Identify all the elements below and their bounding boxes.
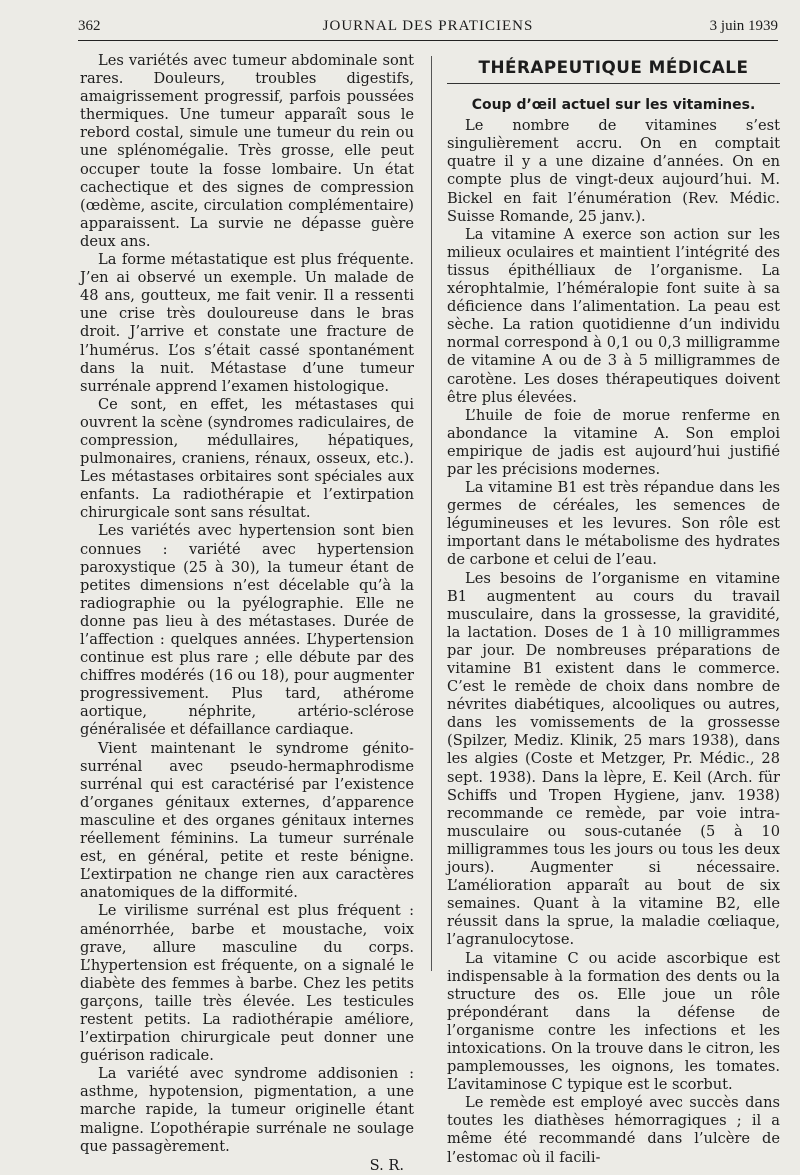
author-signature: S. R.	[369, 1156, 404, 1174]
paragraph: Ce sont, en effet, les métastases qui ouvrent la scène (syndromes radiculaires, de compression, médullaires, hépatiques, pulmonaires, craniens, rénaux, osseux, etc.). Les métastases orbitaires sont spéciales aux enfants. La radiothérapie et l’extirpation chirurgicale sont sans résultat.	[80, 395, 414, 522]
paragraph: La vitamine A exerce son action sur les milieux oculaires et maintient l’intégrité des tissus épithélliaux de l’organisme. La xérophtalmie, l’héméralopie font suite à sa déficience dans l’alimentation. La peau est sèche. La ration quotidienne d’un individu normal correspond à 0,1 ou 0,3 milligramme de vitamine A ou de 3 à 5 milligrammes de carotène. Les doses thérapeutiques doivent être plus élevées.	[447, 225, 780, 406]
paragraph: Le remède est employé avec succès dans toutes les diathèses hémorragiques ; il a même été recommandé dans l’ulcère de l’estomac où il facili-	[447, 1094, 780, 1166]
left-column	[80, 52, 414, 1175]
paragraph: Le virilisme surrénal est plus fréquent : aménorrhée, barbe et moustache, voix grave, allure masculine du corps. L’hypertension est fréquente, on a signalé le diabète des femmes à barbe. Chez les petits garçons, taille très élevée. Les testicules restent petits. La radiothérapie améliore, l’extirpation chirurgicale peut donner une guérison radicale.	[80, 902, 414, 1065]
paragraph: La variété avec syndrome addisonien : asthme, hypotension, pigmentation, a une marche rapide, la tumeur originelle étant maligne. L’opothérapie surrénale ne soulage que passagèrement.	[80, 1065, 414, 1155]
paragraph: L’huile de foie de morue renferme en abondance la vitamine A. Son emploi empirique de jadis est aujourd’hui justifié par les précisions modernes.	[447, 406, 780, 478]
paragraph: Les besoins de l’organisme en vitamine B1 augmentent au cours du travail musculaire, dans la grossesse, la gravidité, la lactation. Doses de 1 à 10 milligrammes par jour. De nombreuses préparations de vitamine B1 existent dans le commerce. C’est le remède de choix dans nombre de névrites diabétiques, alcooliques ou autres, dans les vomissements de la grossesse (Spilzer, Mediz. Klinik, 25 mars 1938), dans les algies (Coste et Metzger, Pr. Médic., 28 sept. 1938). Dans la lèpre, E. Keil (Arch. für Schiffs und Tropen Hygiene, janv. 1938) recommande ce remède, par voie intra-musculaire ou sous-cutanée (5 à 10 milligrammes tous les jours ou tous les deux jours). Augmenter si nécessaire. L’amélioration apparaît au bout de six semaines. Quant à la vitamine B2, elle réussit dans la sprue, la maladie cœliaque, l’agranulocytose.	[447, 569, 780, 949]
running-header	[78, 14, 778, 41]
journal-title: JOURNAL DES PRATICIENS	[322, 18, 534, 34]
column-divider	[431, 56, 432, 971]
paragraph: Les variétés avec hypertension sont bien connues : variété avec hypertension paroxystique (25 à 30), la tumeur étant de petites dimensions n’est décelable qu’à la radiographie ou la pyélographie. Elle ne donne pas lieu à des métastases. Durée de l’affection : quelques années. L’hypertension continue est plus rare ; elle débute par des chiffres modérés (16 ou 18), pour augmenter progressivement. Plus tard, athérome aortique, néphrite, artério-sclérose généralisée et défaillance cardiaque.	[80, 522, 414, 739]
issue-date: 3 juin 1939	[709, 18, 778, 34]
paragraph: Le nombre de vitamines s’est singulièrement accru. On en comptait quatre il y a une dizaine d’années. On en compte plus de vingt-deux aujourd’hui. M. Bickel en fait l’énumération (Rev. Médic. Suisse Romande, 25 janv.).	[447, 117, 780, 225]
section-title: THÉRAPEUTIQUE MÉDICALE	[447, 58, 780, 84]
paragraph: La forme métastatique est plus fréquente. J’en ai observé un exemple. Un malade de 48 ans, goutteux, me fait venir. Il a ressenti une crise très douloureuse dans le bras droit. J’arrive et constate une fracture de l’humérus. L’os s’était cassé spontanément dans la nuit. Métastase d’une tumeur surrénale apprend l’examen histologique.	[80, 251, 414, 395]
right-column	[447, 52, 780, 1167]
paragraph: Les variétés avec tumeur abdominale sont rares. Douleurs, troubles digestifs, amaigrissement progressif, parfois poussées thermiques. Une tumeur apparaît sous le rebord costal, simule une tumeur du rein ou une splénomégalie. Très grosse, elle peut occuper toute la fosse lombaire. Un état cachectique et des signes de compression (œdème, ascite, circulation complémentaire) apparaissent. La survie ne dépasse guère deux ans.	[80, 52, 414, 250]
article-title: Coup d’œil actuel sur les vitamines.	[471, 97, 756, 114]
paragraph: La vitamine C ou acide ascorbique est indispensable à la formation des dents ou la structure des os. Elle joue un rôle prépondérant dans la défense de l’organisme contre les infections et les intoxications. On la trouve dans le citron, les pamplemousses, les oignons, les tomates. L’avitaminose C typique est le scorbut.	[447, 949, 780, 1094]
paragraph: La vitamine B1 est très répandue dans les germes de céréales, les semences de légumineuses et les levures. Son rôle est important dans le métabolisme des hydrates de carbone et celui de l’eau.	[447, 479, 780, 569]
page-number: 362	[78, 18, 101, 34]
paragraph: Vient maintenant le syndrome génito-surrénal avec pseudo-hermaphrodisme surrénal qui est caractérisé par l’existence d’organes génitaux externes, d’apparence masculine et des organes génitaux internes réellement féminins. La tumeur surrénale est, en général, petite et reste bénigne. L’extirpation ne change rien aux caractères anatomiques de la difformité.	[80, 739, 414, 902]
